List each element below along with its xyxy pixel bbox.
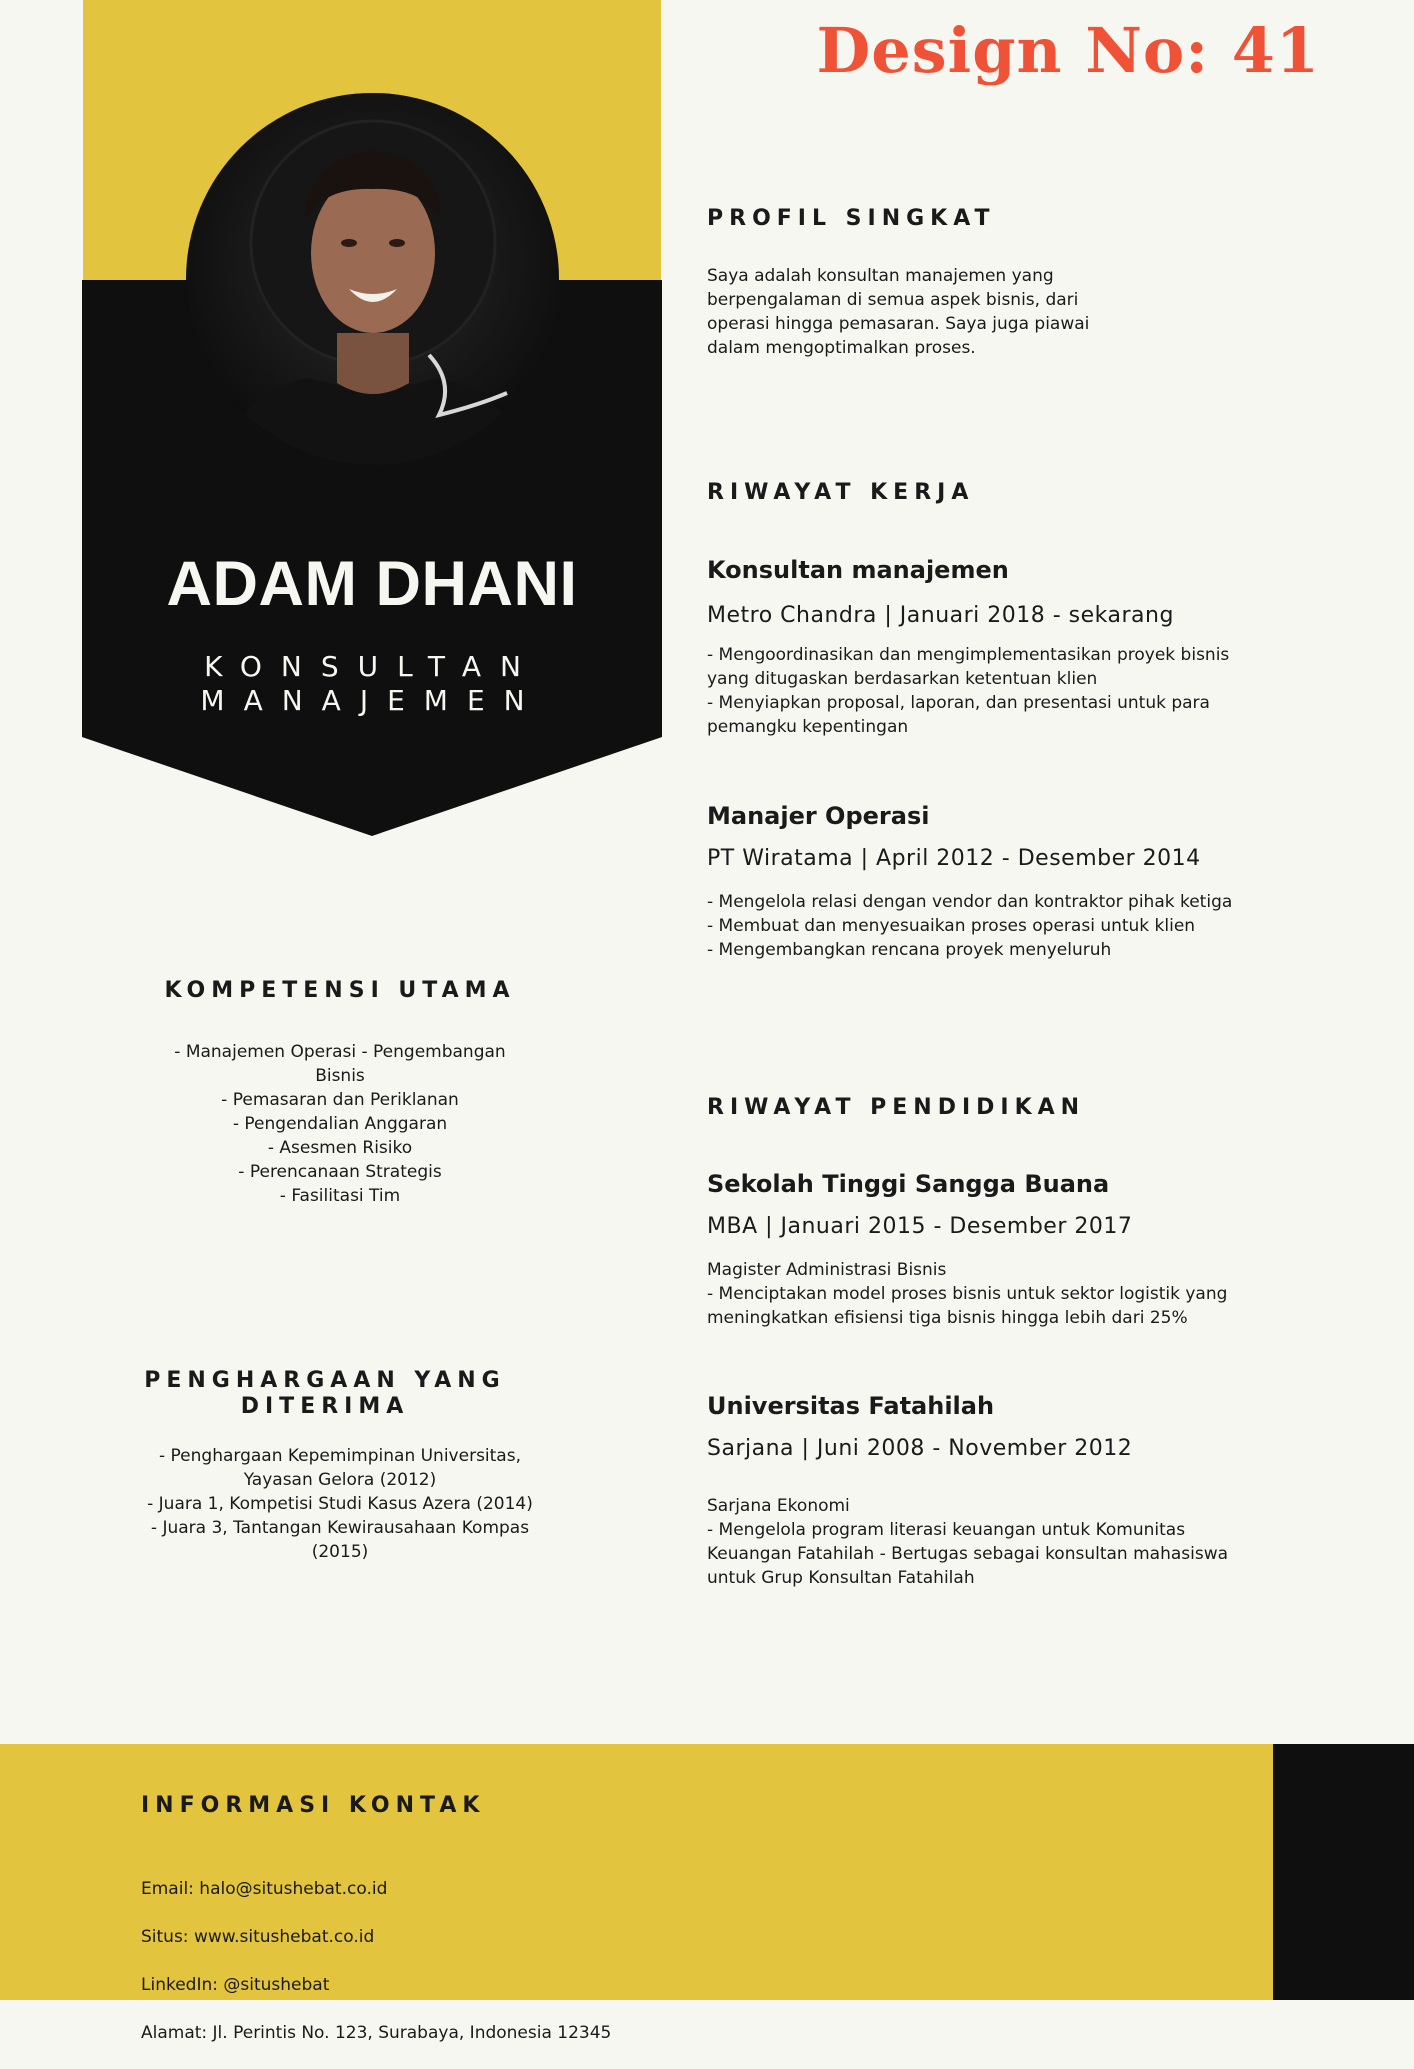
contact-email: Email: halo@situshebat.co.id bbox=[141, 1879, 388, 1899]
job-role: Manajer Operasi bbox=[707, 802, 930, 830]
contact-address: Alamat: Jl. Perintis No. 123, Surabaya, Indonesia 12345 bbox=[141, 2023, 612, 2043]
education-details: Sarjana Ekonomi - Mengelola program literasi keuangan untuk Komunitas Keuangan Fatahilah - Bertugas sebagai konsultan mahasiswa untuk Grup Konsultan Fatahilah bbox=[707, 1496, 1229, 1588]
job-title-line-2: MANAJEMEN bbox=[200, 684, 544, 717]
contact-heading: INFORMASI KONTAK bbox=[141, 1793, 486, 1818]
contact-linkedin: LinkedIn: @situshebat bbox=[141, 1975, 330, 1995]
competencies-list: - Manajemen Operasi - Pengembangan Bisnis - Pemasaran dan Periklanan - Pengendalian Anggaran - Asesmen Risiko - Perencanaan Strategis - Fasilitasi Tim bbox=[174, 1042, 506, 1206]
profile-heading: PROFIL SINGKAT bbox=[707, 206, 996, 231]
person-name: ADAM DHANI bbox=[166, 549, 578, 619]
education-school: Universitas Fatahilah bbox=[707, 1392, 995, 1420]
job-company-dates: Metro Chandra | Januari 2018 - sekarang bbox=[707, 603, 1174, 628]
education-details: Magister Administrasi Bisnis - Menciptakan model proses bisnis untuk sektor logistik yang meningkatkan efisiensi tiga bisnis hingga lebih dari 25% bbox=[707, 1260, 1228, 1328]
education-degree-dates: MBA | Januari 2015 - Desember 2017 bbox=[707, 1214, 1133, 1239]
job-details: - Mengelola relasi dengan vendor dan kontraktor pihak ketiga - Membuat dan menyesuaikan proses operasi untuk klien - Mengembangkan rencana proyek menyeluruh bbox=[707, 892, 1233, 960]
awards-heading-line-1: PENGHARGAAN YANG bbox=[144, 1368, 506, 1393]
profile-text: Saya adalah konsultan manajemen yang berpengalaman di semua aspek bisnis, dari operasi hingga pemasaran. Saya juga piawai dalam mengoptimalkan proses. bbox=[707, 266, 1090, 358]
design-number-title: Design No: 41 bbox=[816, 14, 1320, 87]
education-degree-dates: Sarjana | Juni 2008 - November 2012 bbox=[707, 1436, 1133, 1461]
job-details: - Mengoordinasikan dan mengimplementasikan proyek bisnis yang ditugaskan berdasarkan ketentuan klien - Menyiapkan proposal, laporan, dan presentasi untuk para pemangku kepentingan bbox=[707, 645, 1230, 737]
work-history-heading: RIWAYAT KERJA bbox=[707, 480, 975, 505]
job-company-dates: PT Wiratama | April 2012 - Desember 2014 bbox=[707, 846, 1201, 871]
footer-black-block bbox=[1273, 1744, 1414, 2000]
awards-list: - Penghargaan Kepemimpinan Universitas, Yayasan Gelora (2012) - Juara 1, Kompetisi Studi Kasus Azera (2014) - Juara 3, Tantangan Kewirausahaan Kompas (2015) bbox=[147, 1446, 533, 1562]
education-heading: RIWAYAT PENDIDIKAN bbox=[707, 1095, 1086, 1120]
contact-website: Situs: www.situshebat.co.id bbox=[141, 1927, 375, 1947]
contact-info bbox=[141, 1853, 611, 2069]
job-title-line-1: KONSULTAN bbox=[204, 650, 540, 683]
competencies-heading: KOMPETENSI UTAMA bbox=[164, 978, 516, 1003]
job-role: Konsultan manajemen bbox=[707, 556, 1009, 584]
person-job-title bbox=[82, 650, 662, 718]
awards-heading bbox=[75, 1368, 575, 1420]
education-school: Sekolah Tinggi Sangga Buana bbox=[707, 1170, 1110, 1198]
awards-heading-line-2: DITERIMA bbox=[240, 1394, 410, 1419]
profile-photo bbox=[187, 93, 559, 465]
